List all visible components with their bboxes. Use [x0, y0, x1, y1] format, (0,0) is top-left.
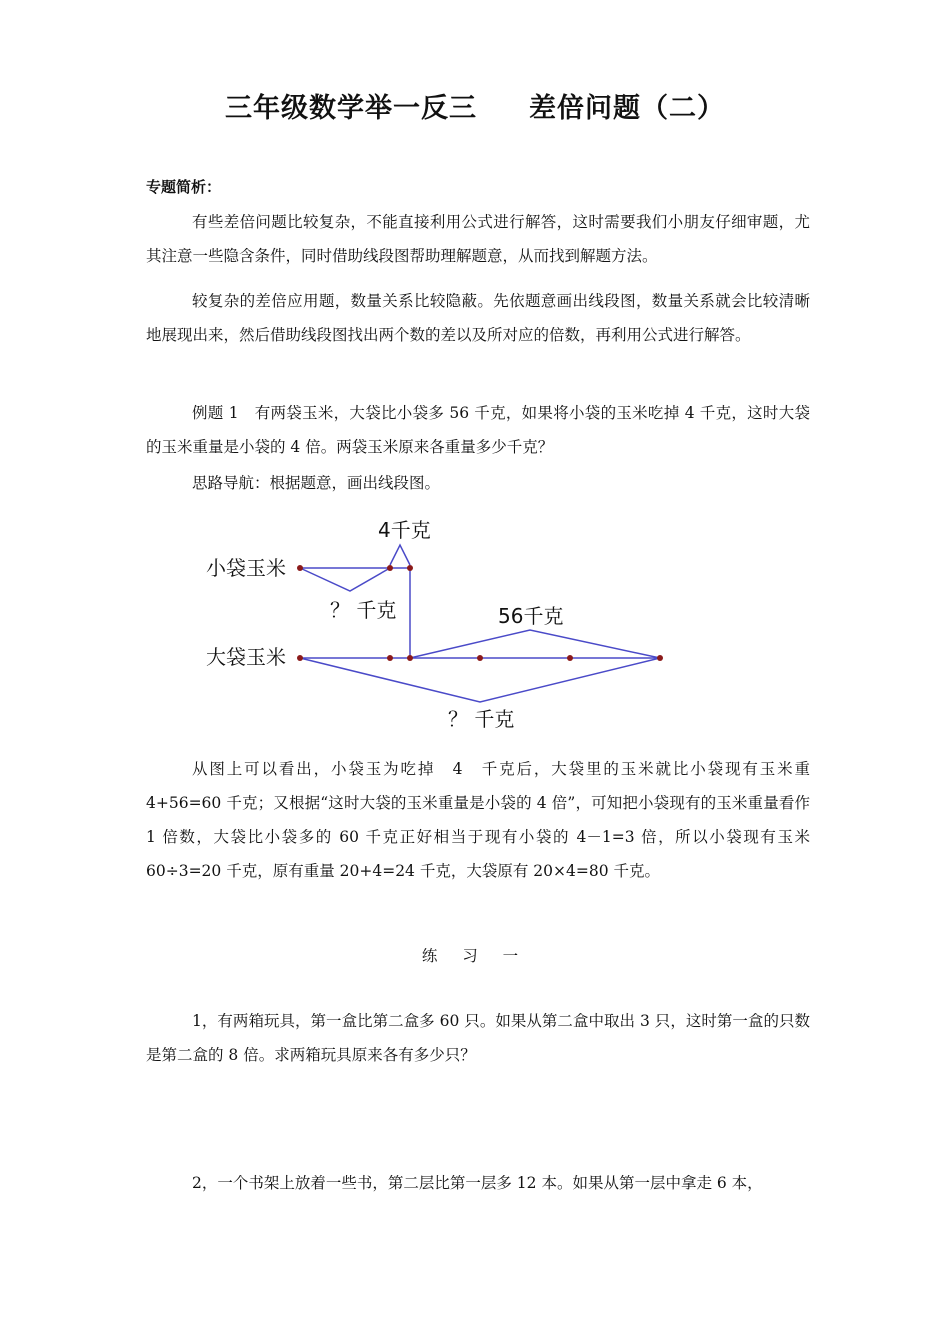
- small-bag-label: 小袋玉米: [206, 556, 286, 580]
- point-small-mark: [387, 565, 393, 571]
- analysis-text: 从图上可以看出，小袋玉为吃掉 4 千克后，大袋里的玉米就比小袋现有玉米重 4+56=60 千克；又根据“这时大袋的玉米重量是小袋的 4 倍”，可知把小袋现有的玉米重量看作 1 倍数，大袋比小袋多的 60 千克正好相当于现有小袋的 4－1=3 倍，所以小袋现有玉米 60÷3=20 千克，原有重量 20+4=24 千克，大袋原有 20×4=80 千克。: [146, 760, 810, 880]
- point-big-mark-3: [477, 655, 483, 661]
- difference-brace: [410, 630, 660, 658]
- practice-question-2: 2，一个书架上放着一些书，第二层比第一层多 12 本。如果从第一层中拿走 6 本，: [192, 1174, 763, 1192]
- big-bag-brace: [300, 658, 660, 702]
- point-big-end: [657, 655, 663, 661]
- point-big-mark-4: [567, 655, 573, 661]
- example-guide: 思路导航：根据题意，画出线段图。: [192, 474, 441, 492]
- practice-heading: 练 习 一: [421, 947, 529, 965]
- title-main: 三年级数学举一反三: [225, 93, 477, 124]
- practice-question-1: 1，有两箱玩具，第一盒比第二盒多 60 只。如果从第二盒中取出 3 只，这时第一盒的只数是第二盒的 8 倍。求两箱玩具原来各有多少只？: [146, 1012, 810, 1064]
- small-unknown-label: ？ 千克: [330, 598, 397, 622]
- intro-paragraph-2: 较复杂的差倍应用题，数量关系比较隐蔽。先依题意画出线段图，数量关系就会比较清晰地展现出来，然后借助线段图找出两个数的差以及所对应的倍数，再利用公式进行解答。: [146, 292, 810, 344]
- point-big-mark-2: [407, 655, 413, 661]
- intro-paragraph-1: 有些差倍问题比较复杂，不能直接利用公式进行解答，这时需要我们小朋友仔细审题，尤其注意一些隐含条件，同时借助线段图帮助理解题意，从而找到解题方法。: [146, 213, 810, 265]
- point-big-mark-1: [387, 655, 393, 661]
- page-title: [0, 86, 950, 125]
- intro-heading: 专题简析：: [146, 178, 222, 196]
- point-small-start: [297, 565, 303, 571]
- point-small-end: [407, 565, 413, 571]
- example-problem: 例题 1 有两袋玉米，大袋比小袋多 56 千克，如果将小袋的玉米吃掉 4 千克，这时大袋的玉米重量是小袋的 4 倍。两袋玉米原来各重量多少千克？: [146, 404, 810, 456]
- big-bag-label: 大袋玉米: [206, 645, 286, 669]
- title-sub: 差倍问题（二）: [529, 93, 725, 124]
- small-bag-brace: [300, 568, 390, 591]
- difference-label: 56千克: [498, 604, 564, 628]
- point-big-start: [297, 655, 303, 661]
- eaten-brace: [390, 545, 410, 565]
- eaten-label: 4千克: [378, 518, 431, 542]
- line-segment-diagram: [190, 510, 710, 740]
- big-unknown-label: ？ 千克: [448, 707, 515, 731]
